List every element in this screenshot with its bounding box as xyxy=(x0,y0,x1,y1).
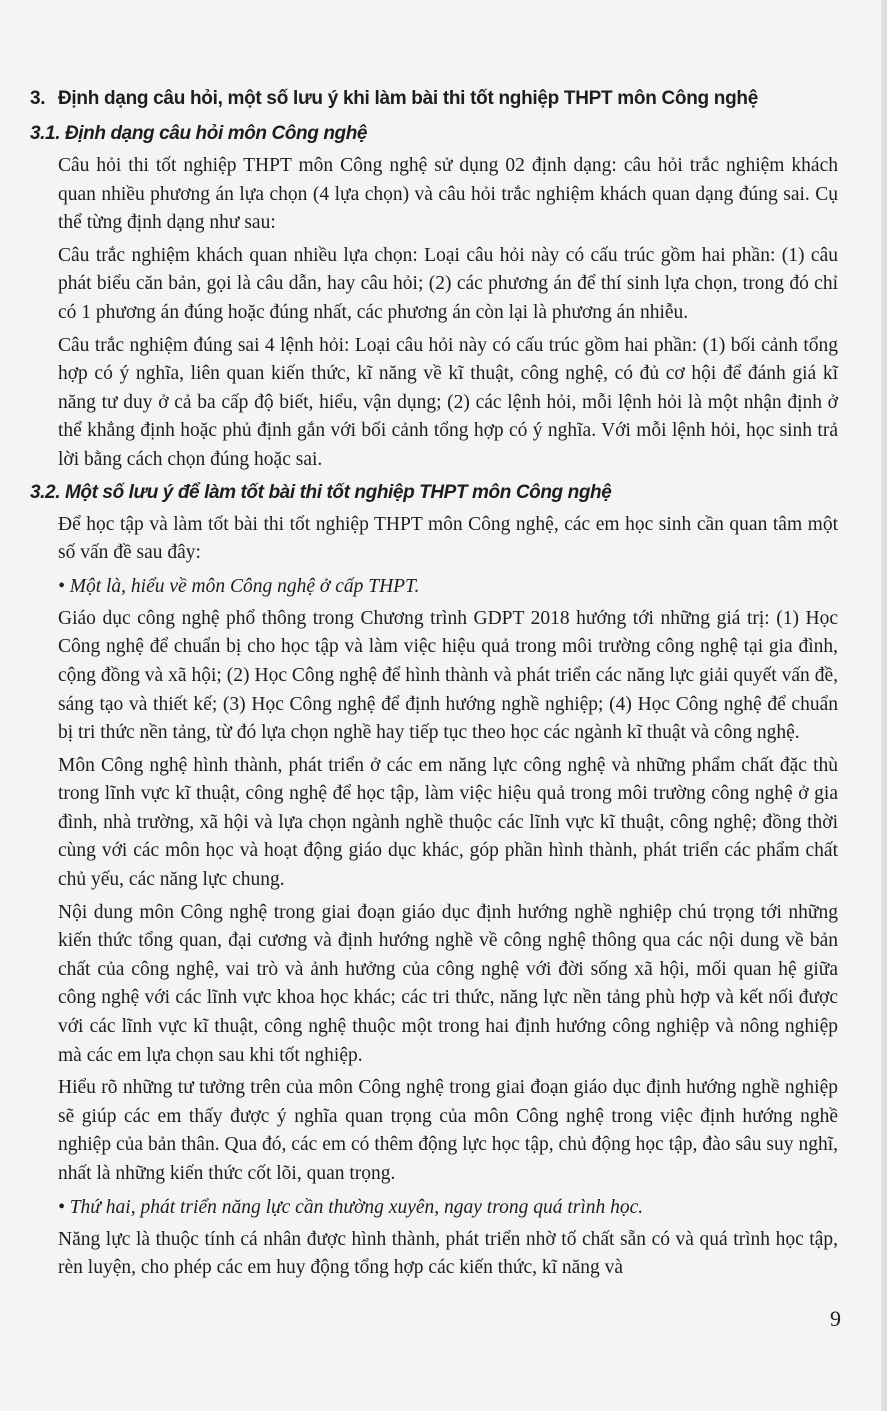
page-number: 9 xyxy=(830,1306,841,1331)
paragraph: Câu trắc nghiệm đúng sai 4 lệnh hỏi: Loại câu hỏi này có cấu trúc gồm hai phần: (1) bối cảnh tổng hợp có ý nghĩa, liên quan kiến thức, kĩ năng về kĩ thuật, công nghệ, có đủ cơ hội để đánh giá kĩ năng tư duy ở cả ba cấp độ biết, hiểu, vận dụng; (2) các lệnh hỏi, mỗi lệnh hỏi là một nhận định ở thể khẳng định hoặc phủ định gắn với bối cảnh tổng hợp có ý nghĩa. Với mỗi lệnh hỏi, học sinh trả lời bằng cách chọn đúng hoặc sai. xyxy=(58,334,838,470)
bullet-point: • Thứ hai, phát triển năng lực cần thường xuyên, ngay trong quá trình học. xyxy=(58,1196,644,1218)
subsection-heading-2: 3.2. Một số lưu ý để làm tốt bài thi tốt nghiệp THPT môn Công nghệ xyxy=(30,481,612,503)
page-content xyxy=(30,84,838,1287)
paragraph: Để học tập và làm tốt bài thi tốt nghiệp THPT môn Công nghệ, các em học sinh cần quan tâm một số vấn đề sau đây: xyxy=(58,513,838,564)
paragraph: Nội dung môn Công nghệ trong giai đoạn giáo dục định hướng nghề nghiệp chú trọng tới những kiến thức tổng quan, đại cương và định hướng nghề về công nghệ thông qua các nội dung về bản chất của công nghệ, vai trò và ảnh hưởng của công nghệ với đời sống xã hội, mối quan hệ giữa công nghệ với các lĩnh vực khoa học khác; các tri thức, năng lực nền tảng phù hợp và kết nối được với các lĩnh vực kĩ thuật, công nghệ thuộc một trong hai định hướng công nghiệp và nông nghiệp mà các em lựa chọn sau khi tốt nghiệp. xyxy=(58,901,838,1066)
paragraph: Câu hỏi thi tốt nghiệp THPT môn Công nghệ sử dụng 02 định dạng: câu hỏi trắc nghiệm khách quan nhiều phương án lựa chọn (4 lựa chọn) và câu hỏi trắc nghiệm khách quan dạng đúng sai. Cụ thể từng định dạng như sau: xyxy=(58,155,838,234)
paragraph: Câu trắc nghiệm khách quan nhiều lựa chọn: Loại câu hỏi này có cấu trúc gồm hai phần: (1) câu phát biểu căn bản, gọi là câu dẫn, hay câu hỏi; (2) các phương án để thí sinh lựa chọn, trong đó chỉ có 1 phương án đúng hoặc đúng nhất, các phương án còn lại là phương án nhiễu. xyxy=(58,244,838,323)
page-edge-shadow xyxy=(881,0,887,1411)
bullet-point: • Một là, hiểu về môn Công nghệ ở cấp THPT. xyxy=(58,575,420,597)
paragraph: Môn Công nghệ hình thành, phát triển ở các em năng lực công nghệ và những phẩm chất đặc thù trong lĩnh vực kĩ thuật, công nghệ để học tập, làm việc hiệu quả trong môi trường công nghệ ở gia đình, nhà trường, xã hội và lựa chọn ngành nghề thuộc các lĩnh vực kĩ thuật, công nghệ; đồng thời cùng với các môn học và hoạt động giáo dục khác, góp phần hình thành, phát triển các phẩm chất chủ yếu, các năng lực chung. xyxy=(58,754,838,891)
paragraph: Năng lực là thuộc tính cá nhân được hình thành, phát triển nhờ tố chất sẵn có và quá trình học tập, rèn luyện, cho phép các em huy động tổng hợp các kiến thức, kĩ năng và xyxy=(58,1228,838,1279)
subsection-heading-1: 3.1. Định dạng câu hỏi môn Công nghệ xyxy=(30,123,368,144)
section-title: Định dạng câu hỏi, một số lưu ý khi làm bài thi tốt nghiệp THPT môn Công nghệ xyxy=(58,88,758,109)
paragraph: Hiểu rõ những tư tưởng trên của môn Công nghệ trong giai đoạn giáo dục định hướng nghề nghiệp sẽ giúp các em thấy được ý nghĩa quan trọng của môn Công nghệ trong việc định hướng nghề nghiệp của bản thân. Qua đó, các em có thêm động lực học tập, chủ động học tập, đào sâu suy nghĩ, nhất là những kiến thức cốt lõi, quan trọng. xyxy=(58,1077,838,1184)
section-number: 3. xyxy=(30,88,46,109)
section-heading xyxy=(30,84,838,114)
paragraph: Giáo dục công nghệ phổ thông trong Chương trình GDPT 2018 hướng tới những giá trị: (1) Học Công nghệ để chuẩn bị cho học tập và làm việc hiệu quả trong môi trường công nghệ tại gia đình, cộng đồng và xã hội; (2) Học Công nghệ để hình thành và phát triển các năng lực giải quyết vấn đề, sáng tạo và thiết kế; (3) Học Công nghệ để định hướng nghề nghiệp; (4) Học Công nghệ để chuẩn bị tri thức nền tảng, từ đó lựa chọn nghề hay tiếp tục theo học các ngành kĩ thuật và công nghệ. xyxy=(58,607,838,744)
